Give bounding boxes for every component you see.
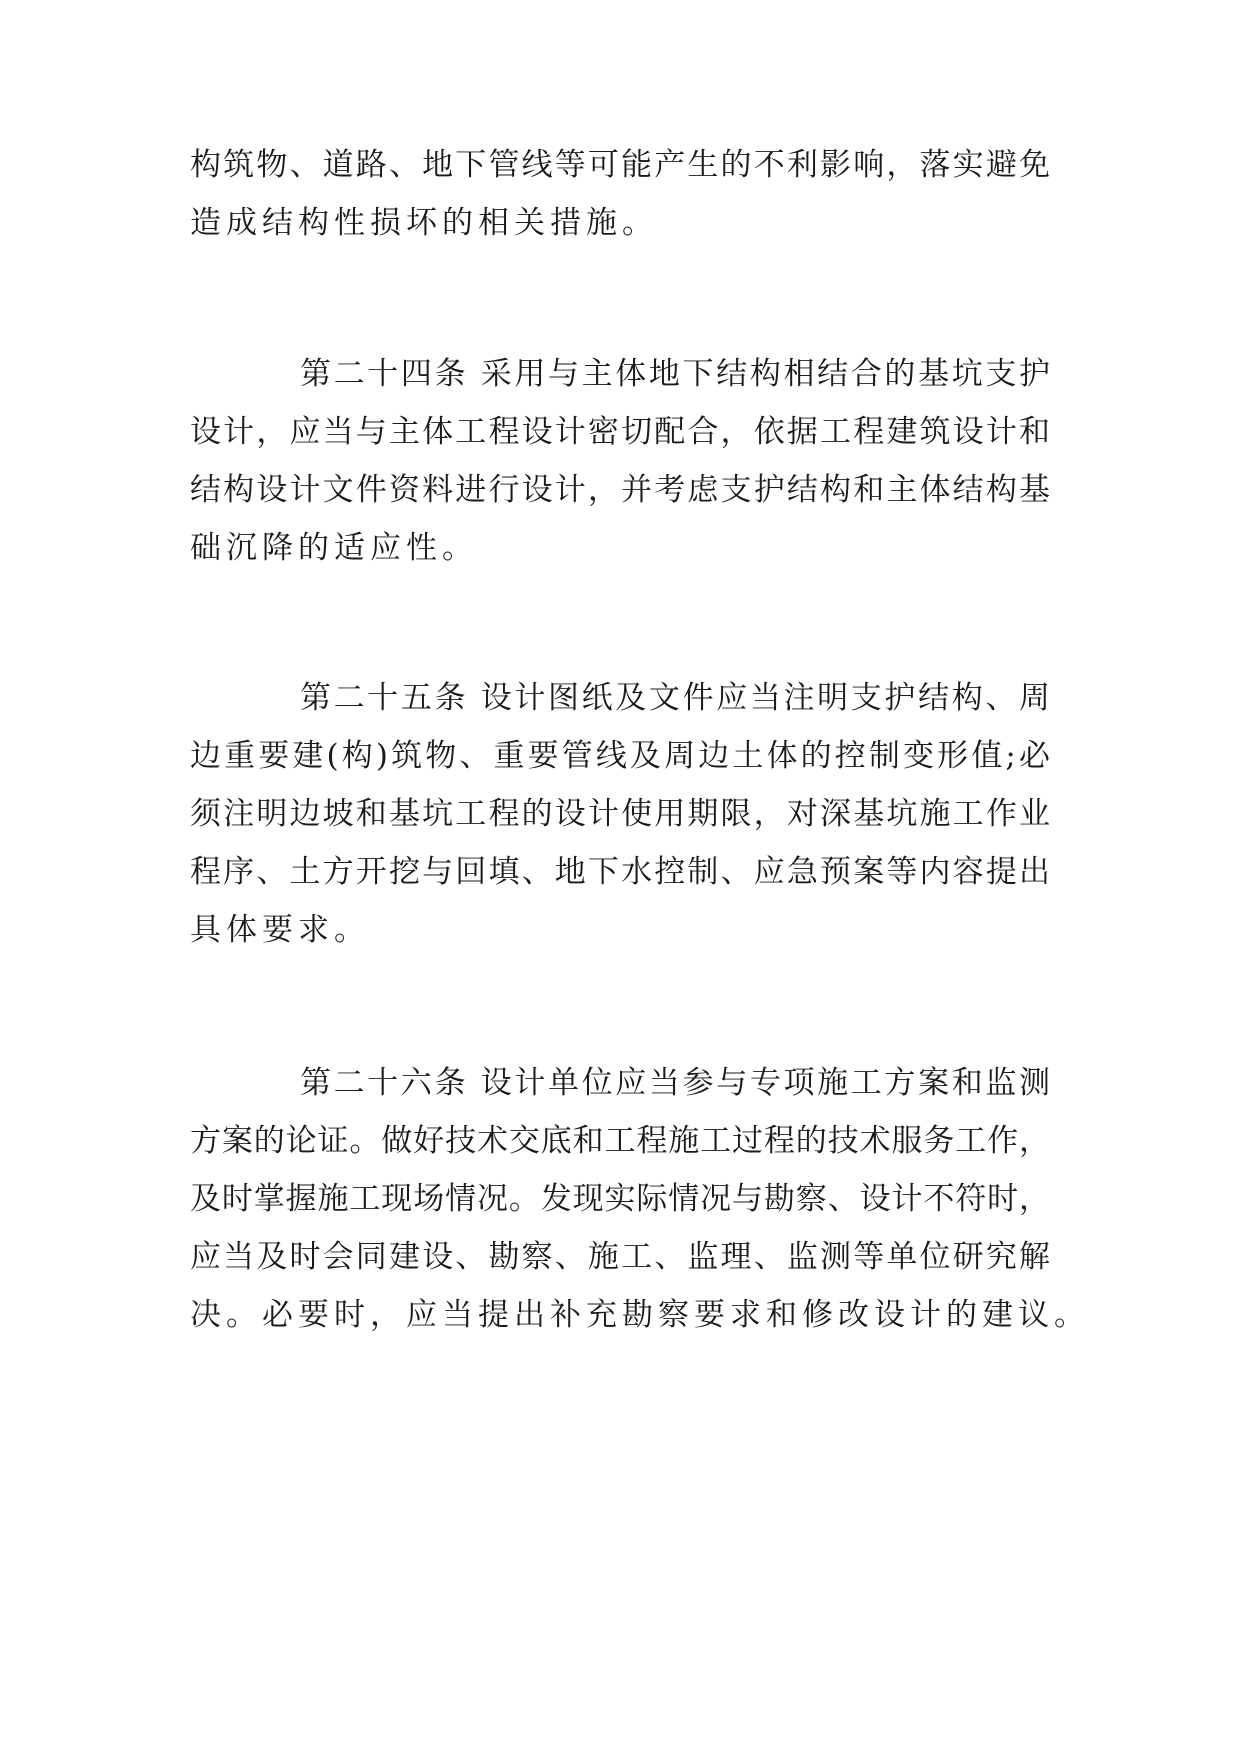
text-line: 应当及时会同建设、勘察、施工、监理、监测等单位研究解	[190, 1239, 1050, 1275]
text-line: 须注明边坡和基坑工程的设计使用期限，对深基坑施工作业	[190, 796, 1050, 832]
text-line: 构筑物、道路、地下管线等可能产生的不利影响，落实避免	[190, 147, 1050, 183]
article-26-heading-line: 第二十六条 设计单位应当参与专项施工方案和监测	[300, 1065, 1050, 1101]
text-line: 具体要求。	[190, 912, 370, 948]
text-line: 决。必要时，应当提出补充勘察要求和修改设计的建议。	[190, 1297, 1090, 1333]
text-line: 边重要建(构)筑物、重要管线及周边土体的控制变形值;必	[190, 738, 1050, 774]
text-line: 造成结构性损坏的相关措施。	[190, 205, 658, 241]
text-line: 结构设计文件资料进行设计，并考虑支护结构和主体结构基	[190, 472, 1050, 508]
text-line: 础沉降的适应性。	[190, 530, 478, 566]
article-25-heading-line: 第二十五条 设计图纸及文件应当注明支护结构、周	[300, 680, 1050, 716]
text-line: 方案的论证。做好技术交底和工程施工过程的技术服务工作，	[190, 1123, 1050, 1159]
text-line: 设计，应当与主体工程设计密切配合，依据工程建筑设计和	[190, 414, 1050, 450]
article-24-heading-line: 第二十四条 采用与主体地下结构相结合的基坑支护	[300, 356, 1050, 392]
text-line: 及时掌握施工现场情况。发现实际情况与勘察、设计不符时，	[190, 1181, 1050, 1217]
text-line: 程序、土方开挖与回填、地下水控制、应急预案等内容提出	[190, 854, 1050, 890]
